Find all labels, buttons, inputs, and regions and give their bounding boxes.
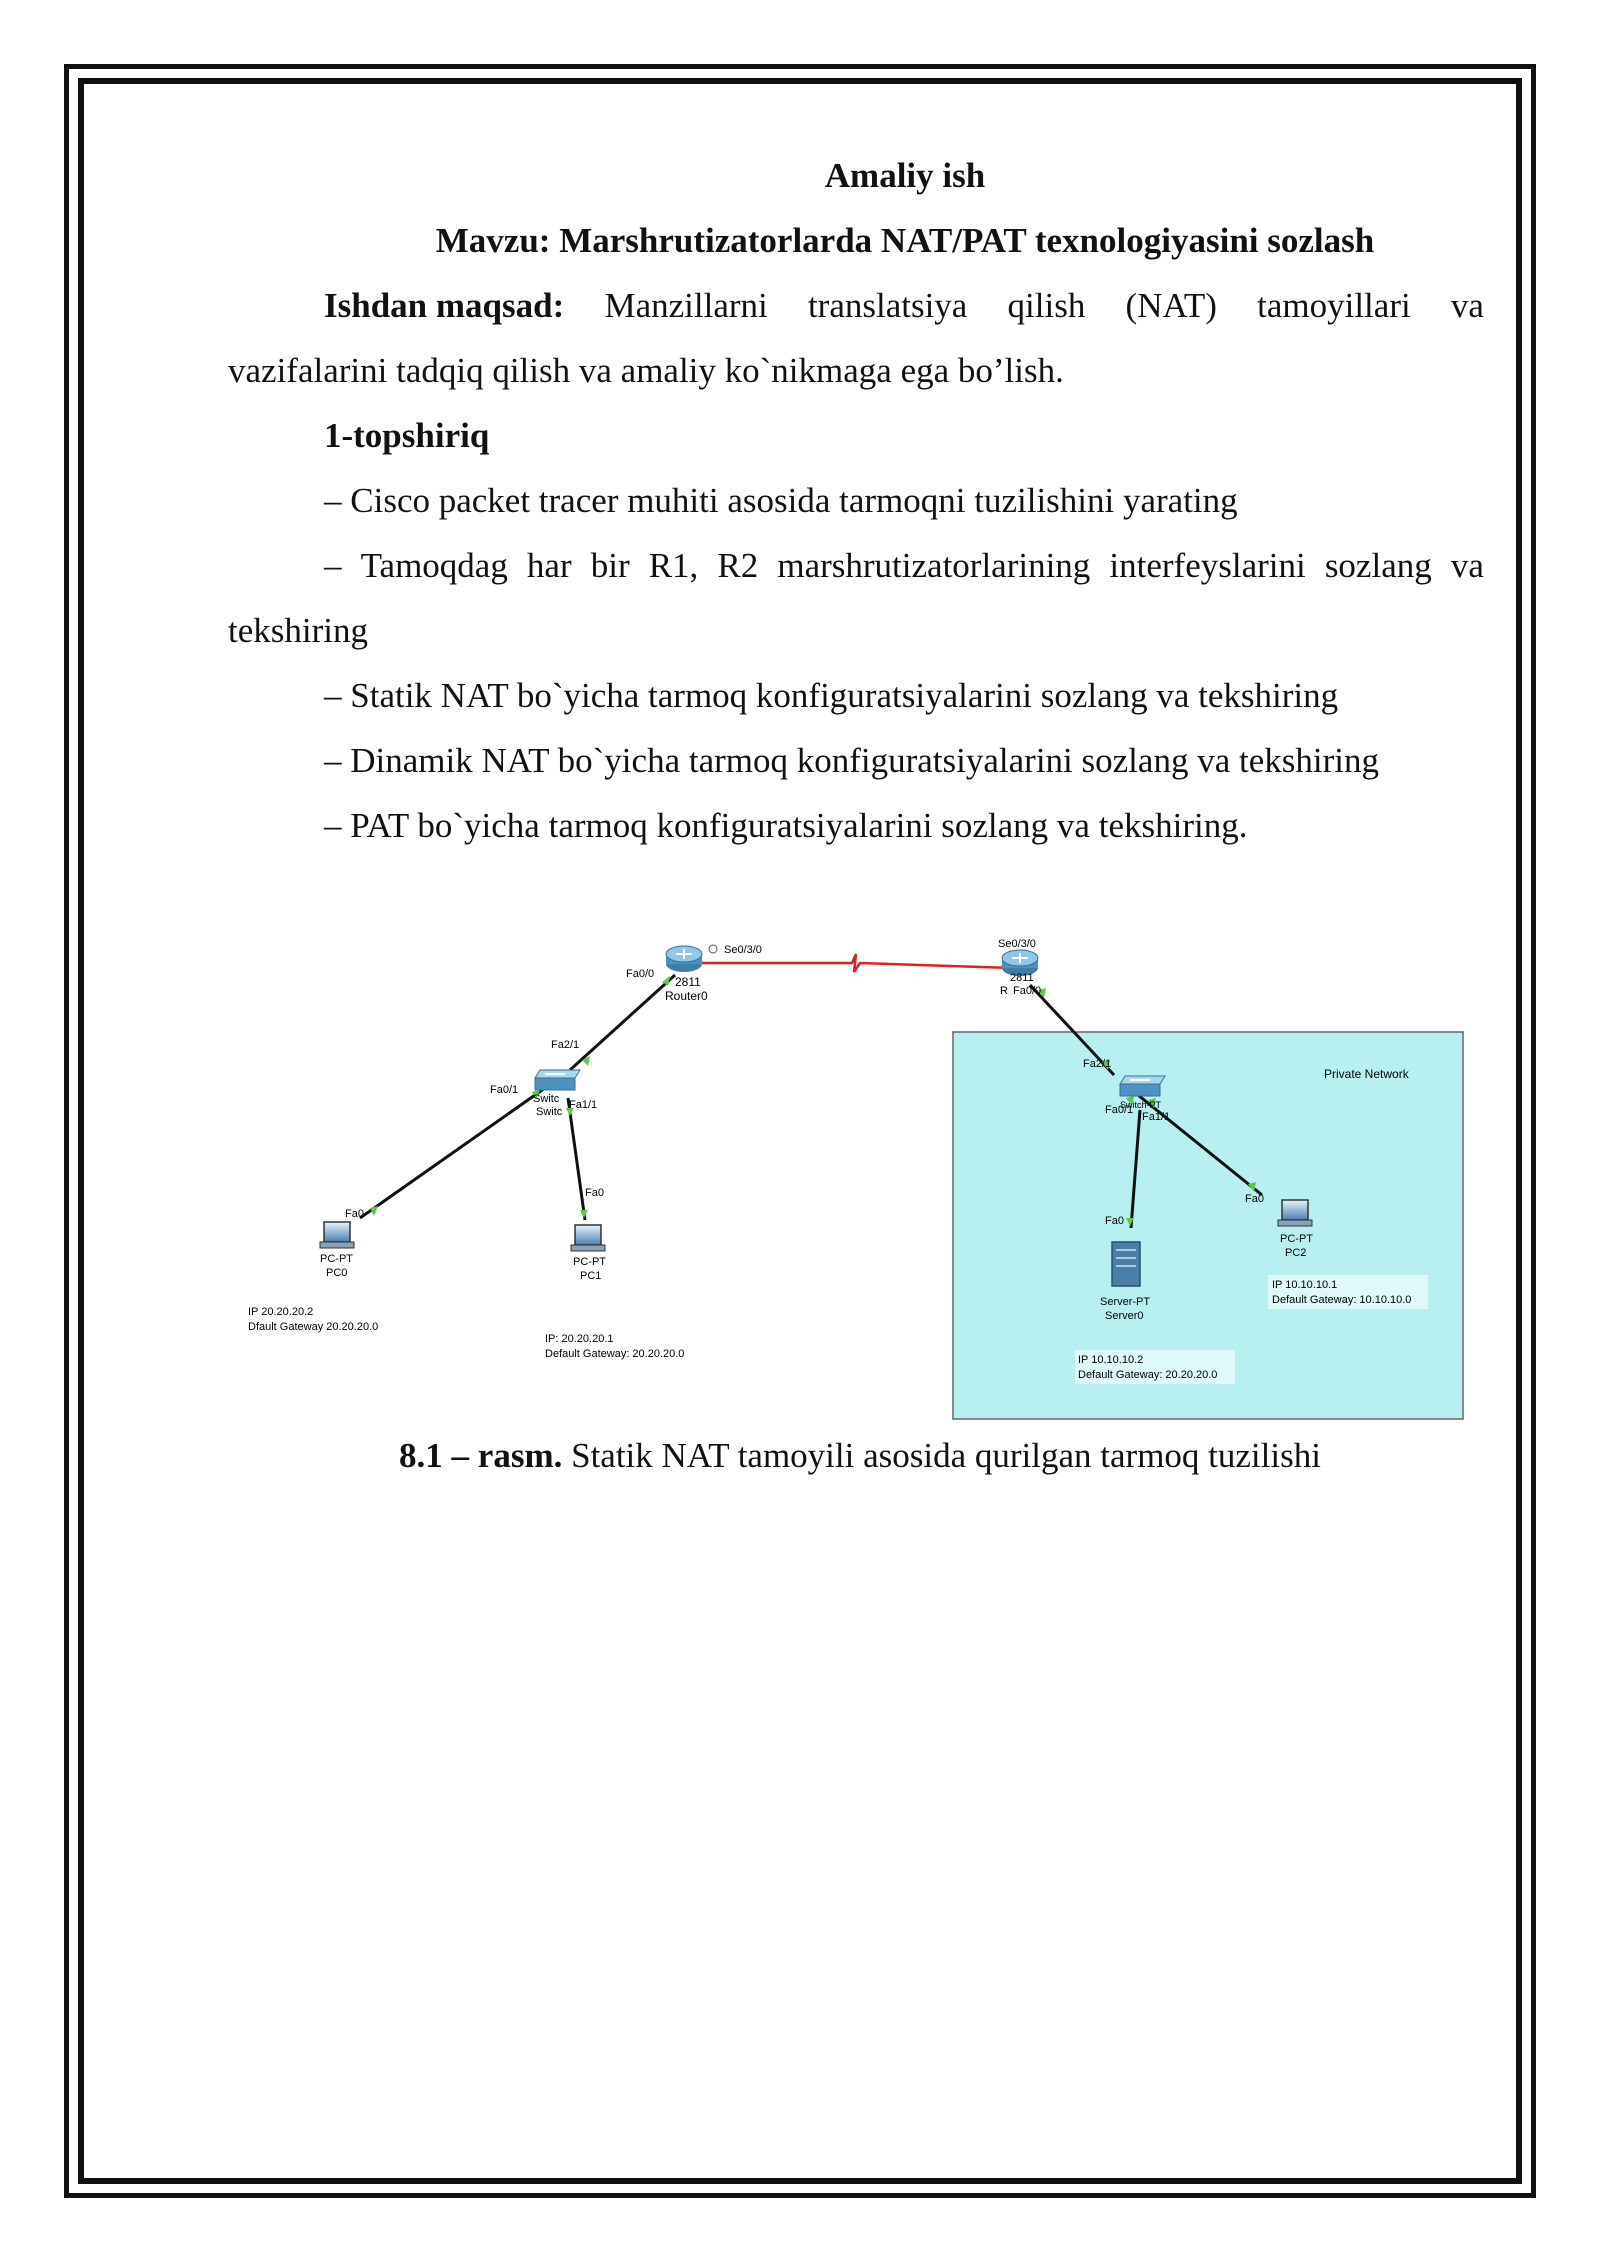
serial-link — [702, 954, 1012, 972]
task-word: va — [1450, 546, 1484, 585]
switch0-icon — [535, 1070, 580, 1090]
switch1-port-left: Fa0/1 — [1105, 1104, 1134, 1116]
router1-name: R — [1000, 985, 1008, 997]
document-topic: Mavzu: Marshrutizatorlarda NAT/PAT texnologiyasini sozlash — [435, 221, 1375, 260]
switch1-port-up: Fa2/1 — [1083, 1058, 1112, 1070]
figure-caption — [0, 1436, 1600, 1476]
pc1-ip: IP: 20.20.20.1 — [545, 1333, 614, 1345]
pc0-type: PC-PT — [320, 1253, 353, 1265]
task-word: bir — [590, 546, 630, 585]
cable-switch0-pc0 — [360, 1088, 545, 1218]
clock-icon — [709, 945, 717, 953]
router0-icon — [666, 946, 702, 972]
server0-name: Server0 — [1105, 1310, 1144, 1322]
goal-continuation: vazifalarini tadqiq qilish va amaliy ko`nikmaga ega bo’lish. — [228, 351, 1064, 390]
task-word: interfeyslarini — [1109, 546, 1306, 585]
router0-port-se: Se0/3/0 — [724, 944, 762, 956]
task-item-2-continuation: tekshiring — [228, 611, 368, 650]
goal-word: tamoyillari — [1257, 286, 1411, 325]
pc2-gateway: Default Gateway: 10.10.10.0 — [1272, 1294, 1412, 1306]
pc2-computer-icon — [1278, 1200, 1312, 1226]
switch0-port-left: Fa0/1 — [490, 1084, 519, 1096]
server0-gateway: Default Gateway: 20.20.20.0 — [1078, 1369, 1218, 1381]
task-word: har — [526, 546, 572, 585]
switch1-name: Switch-PT — [1120, 1100, 1162, 1110]
server0-type: Server-PT — [1100, 1296, 1151, 1308]
task-item-3: – Statik NAT bo`yicha tarmoq konfiguratsiyalarini sozlang va tekshiring — [324, 676, 1339, 715]
goal-word: Manzillarni — [604, 286, 768, 325]
caption-text: Statik NAT tamoyili asosida qurilgan tarmoq tuzilishi — [562, 1436, 1321, 1475]
pc2-name: PC2 — [1285, 1247, 1307, 1259]
pc0-name: PC0 — [326, 1267, 348, 1279]
task-word: marshrutizatorlarining — [777, 546, 1091, 585]
task-item-1: – Cisco packet tracer muhiti asosida tarmoqni tuzilishini yarating — [324, 481, 1238, 520]
server0-icon — [1112, 1242, 1140, 1286]
goal-word: va — [1450, 286, 1484, 325]
task-word: – — [324, 546, 342, 585]
task-heading: 1-topshiriq — [324, 416, 490, 455]
pc1-gateway: Default Gateway: 20.20.20.0 — [545, 1348, 685, 1360]
switch0-name-a: Switc — [533, 1093, 560, 1105]
pc0-ip: IP 20.20.20.2 — [248, 1306, 314, 1318]
caption-label: 8.1 – rasm. — [399, 1436, 563, 1475]
pc2-type: PC-PT — [1280, 1233, 1313, 1245]
switch0-name-b: Switc — [536, 1106, 563, 1118]
router1-model: 2811 — [1010, 972, 1034, 984]
pc1-type: PC-PT — [573, 1256, 606, 1268]
router0-port-fa: Fa0/0 — [626, 968, 655, 980]
router0-name: Router0 — [665, 989, 708, 1003]
task-item-2 — [324, 533, 1484, 598]
document-title: Amaliy ish — [824, 156, 986, 195]
router0-model: 2811 — [675, 975, 701, 989]
private-network-label: Private Network — [1324, 1067, 1409, 1081]
cable-router0-switch0 — [570, 975, 675, 1070]
switch1-icon — [1120, 1076, 1165, 1096]
switch0-port-right: Fa1/1 — [569, 1099, 598, 1111]
pc1-computer-icon — [571, 1225, 605, 1251]
switch1-port-right: Fa1/1 — [1142, 1111, 1171, 1123]
task-word: R2 — [717, 546, 759, 585]
pc0-gateway: Dfault Gateway 20.20.20.0 — [248, 1321, 379, 1333]
task-word: sozlang — [1324, 546, 1432, 585]
switch0-port-up: Fa2/1 — [551, 1039, 580, 1051]
goal-word: (NAT) — [1125, 286, 1217, 325]
pc2-port: Fa0 — [1245, 1193, 1264, 1205]
router1-port-fa: Fa0/0 — [1013, 985, 1042, 997]
pc1-port: Fa0 — [585, 1187, 604, 1199]
router1-port-se: Se0/3/0 — [998, 938, 1036, 950]
task-word: R1, — [648, 546, 699, 585]
goal-line — [324, 273, 1484, 338]
task-item-5: – PAT bo`yicha tarmoq konfiguratsiyalarini sozlang va tekshiring. — [324, 806, 1248, 845]
pc2-ip: IP 10.10.10.1 — [1272, 1279, 1338, 1291]
goal-label: Ishdan maqsad: — [324, 286, 565, 325]
task-item-4: – Dinamik NAT bo`yicha tarmoq konfiguratsiyalarini sozlang va tekshiring — [324, 741, 1379, 780]
server0-ip: IP 10.10.10.2 — [1078, 1354, 1144, 1366]
cable-switch0-pc1 — [568, 1098, 585, 1220]
network-topology-diagram — [240, 930, 1470, 1420]
goal-word: qilish — [1007, 286, 1086, 325]
server0-port: Fa0 — [1105, 1215, 1124, 1227]
pc0-port: Fa0 — [345, 1208, 364, 1220]
task-word: Tamoqdag — [360, 546, 508, 585]
pc0-computer-icon — [320, 1222, 354, 1248]
goal-word: translatsiya — [807, 286, 968, 325]
pc1-name: PC1 — [580, 1270, 602, 1282]
